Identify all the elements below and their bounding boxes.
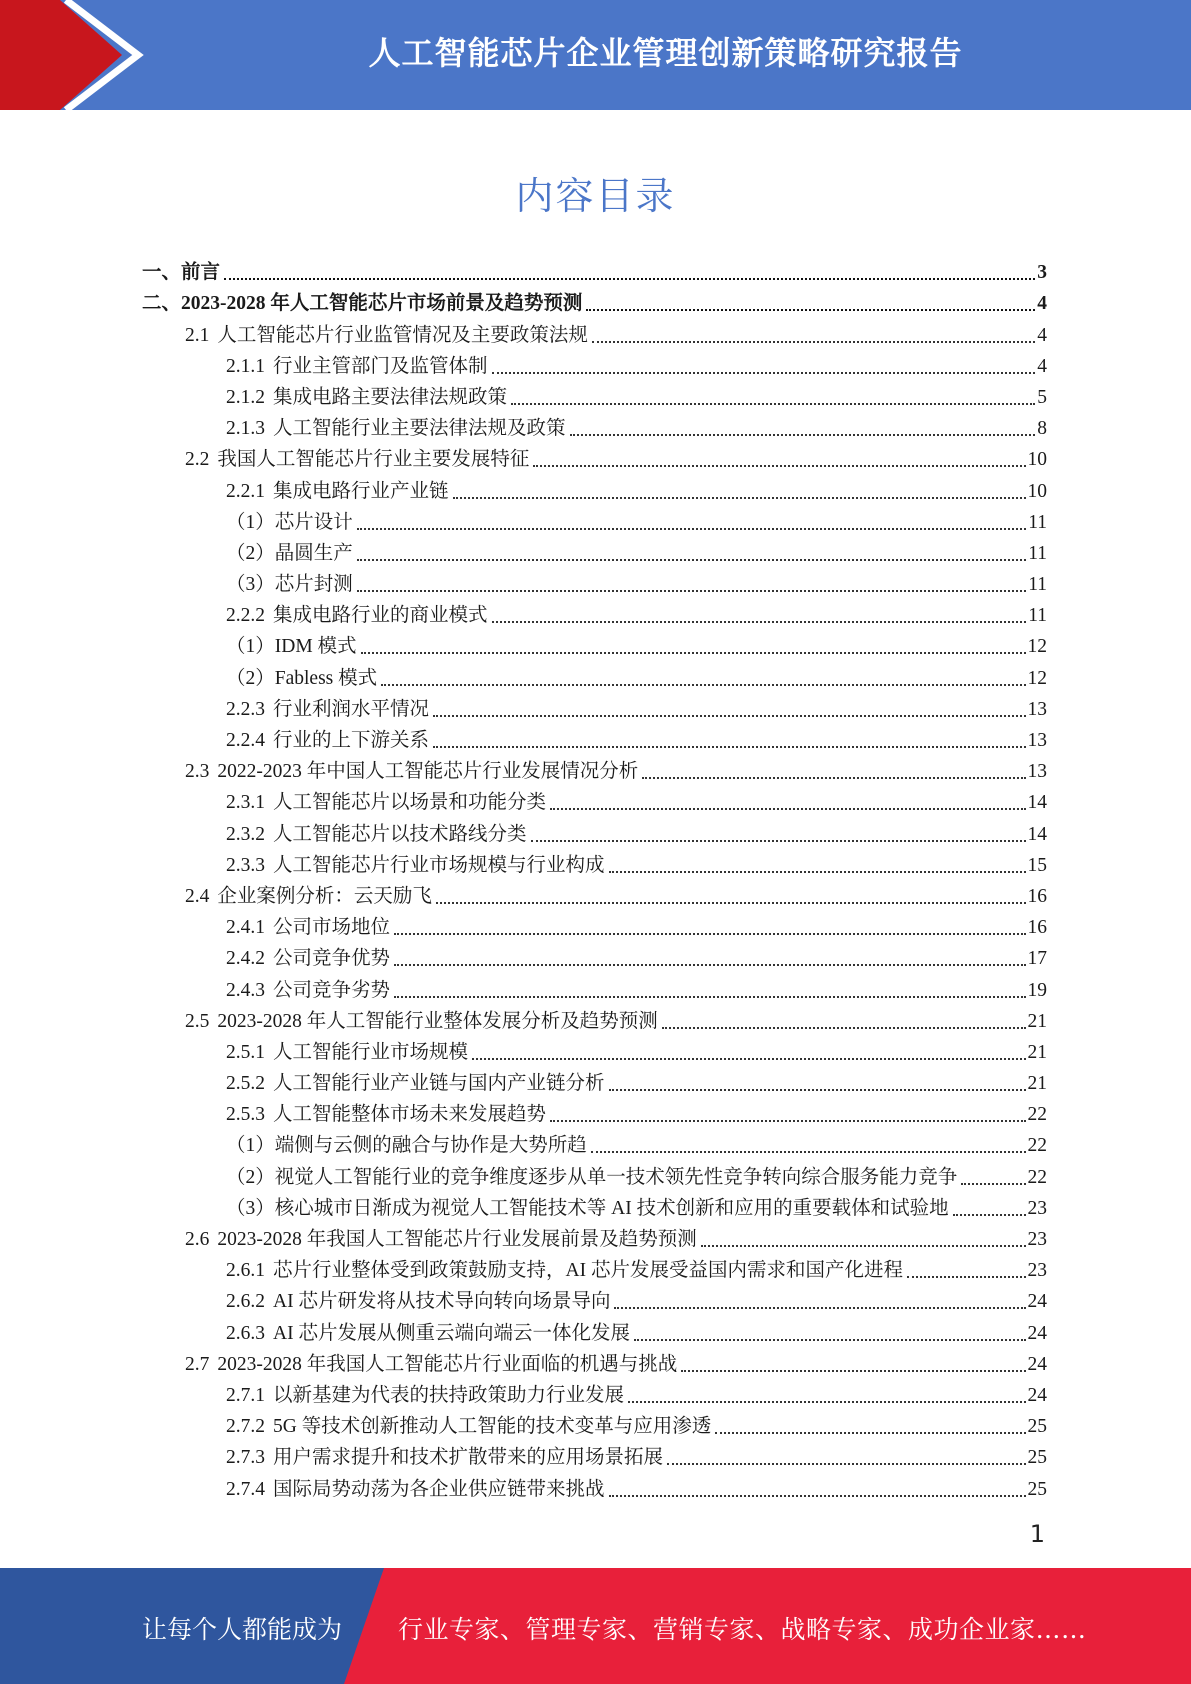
toc-heading: 内容目录 xyxy=(515,174,676,218)
toc-entry[interactable] xyxy=(142,1158,1047,1189)
toc-entry-number: （2） xyxy=(226,542,275,564)
toc-dot-leader xyxy=(628,1400,1025,1403)
toc-entry-title: 人工智能行业市场规模 xyxy=(273,1041,469,1063)
toc-entry[interactable] xyxy=(142,1439,1047,1470)
toc-entry[interactable] xyxy=(142,1127,1047,1158)
toc-entry-title: 国际局势动荡为各企业供应链带来挑战 xyxy=(273,1478,605,1500)
toc-entry-number: 一、 xyxy=(142,262,182,284)
toc-entry[interactable] xyxy=(142,1283,1047,1314)
toc-entry[interactable] xyxy=(142,909,1047,940)
page-number: 1 xyxy=(1029,1520,1045,1548)
toc-entry[interactable] xyxy=(142,878,1047,909)
page-header xyxy=(0,0,1191,110)
toc-entry[interactable] xyxy=(142,1096,1047,1127)
toc-dot-leader xyxy=(609,1494,1026,1497)
toc-entry-title: 公司竞争优势 xyxy=(273,948,391,970)
toc-dot-leader xyxy=(472,1057,1025,1060)
toc-entry-number: 2.6.1 xyxy=(226,1260,265,1282)
toc-entry-number: （3） xyxy=(226,574,275,596)
toc-entry-title: AI 芯片研发将从技术导向转向场景导向 xyxy=(273,1291,611,1313)
toc-entry-title: 2023-2028 年人工智能行业整体发展分析及趋势预测 xyxy=(217,1010,658,1032)
toc-entry-number: （1） xyxy=(226,1135,275,1157)
toc-entry-page: 22 xyxy=(1027,1166,1047,1188)
toc-entry-page: 23 xyxy=(1027,1197,1047,1219)
toc-entry-page: 13 xyxy=(1027,698,1047,720)
toc-dot-leader xyxy=(531,839,1026,842)
toc-entry-title: 集成电路主要法律法规政策 xyxy=(273,386,508,408)
toc-entry-page: 15 xyxy=(1027,854,1047,876)
report-title: 人工智能芯片企业管理创新策略研究报告 xyxy=(368,34,963,72)
toc-entry-number: 2.2.1 xyxy=(226,480,265,502)
toc-dot-leader xyxy=(357,558,1026,561)
toc-entry-title: 用户需求提升和技术扩散带来的应用场景拓展 xyxy=(273,1447,664,1469)
toc-entry-page: 25 xyxy=(1027,1478,1047,1500)
toc-entry[interactable] xyxy=(142,784,1047,815)
toc-entry-title: 企业案例分析：云天励飞 xyxy=(217,885,432,907)
toc-entry[interactable] xyxy=(142,1190,1047,1221)
footer-slogan-left: 让每个人都能成为 xyxy=(142,1615,343,1644)
toc-entry-number: 2.5.1 xyxy=(226,1041,265,1063)
toc-entry-title: 芯片行业整体受到政策鼓励支持，AI 芯片发展受益国内需求和国产化进程 xyxy=(273,1260,903,1282)
toc-entry-number: 2.4.3 xyxy=(226,979,265,1001)
toc-entry-number: 2.5.2 xyxy=(226,1073,265,1095)
toc-entry[interactable] xyxy=(142,1003,1047,1034)
toc-entry-page: 22 xyxy=(1027,1104,1047,1126)
toc-entry-title: 行业主管部门及监管体制 xyxy=(273,355,488,377)
toc-dot-leader xyxy=(224,277,1035,280)
toc-entry-title: 2023-2028 年我国人工智能芯片行业面临的机遇与挑战 xyxy=(217,1353,678,1375)
toc-entry-title: 核心城市日渐成为视觉人工智能技术等 AI 技术创新和应用的重要载体和试验地 xyxy=(274,1197,949,1219)
toc-entry[interactable] xyxy=(142,316,1047,347)
toc-entry[interactable] xyxy=(142,379,1047,410)
toc-entry-page: 14 xyxy=(1027,823,1047,845)
toc-entry-number: 2.3.1 xyxy=(226,792,265,814)
toc-entry-page: 24 xyxy=(1027,1322,1047,1344)
toc-entry-number: 2.2 xyxy=(185,449,210,471)
toc-entry-number: 2.7.2 xyxy=(226,1416,265,1438)
toc-dot-leader xyxy=(394,932,1025,935)
toc-entry[interactable] xyxy=(142,815,1047,846)
toc-dot-leader xyxy=(550,1119,1025,1122)
toc-entry-number: 2.1.1 xyxy=(226,355,265,377)
toc-entry-page: 5 xyxy=(1037,386,1047,408)
toc-entry[interactable] xyxy=(142,254,1047,285)
toc-entry-number: 2.5 xyxy=(185,1010,210,1032)
toc-dot-leader xyxy=(592,340,1035,343)
toc-entry-page: 16 xyxy=(1027,885,1047,907)
toc-entry-title: 人工智能芯片行业市场规模与行业构成 xyxy=(273,854,605,876)
toc-entry[interactable] xyxy=(142,659,1047,690)
toc-entry-page: 24 xyxy=(1027,1291,1047,1313)
toc-entry-page: 24 xyxy=(1027,1353,1047,1375)
toc-entry-page: 21 xyxy=(1027,1073,1047,1095)
toc-entry-number: 2.7.4 xyxy=(226,1478,265,1500)
toc-entry-number: 2.2.4 xyxy=(226,730,265,751)
toc-entry-page: 4 xyxy=(1037,355,1047,377)
toc-entry-page: 23 xyxy=(1027,1260,1047,1282)
toc-dot-leader xyxy=(394,995,1025,998)
toc-entry-page: 10 xyxy=(1027,480,1047,502)
toc-dot-leader xyxy=(642,776,1025,779)
toc-entry[interactable] xyxy=(142,971,1047,1002)
toc-entry-page: 19 xyxy=(1027,979,1047,1001)
toc-entry-number: （3） xyxy=(226,1197,275,1219)
toc-dot-leader xyxy=(662,1026,1026,1029)
toc-entry-page: 21 xyxy=(1027,1041,1047,1063)
toc-entry-page: 25 xyxy=(1027,1416,1047,1438)
toc-entry-number: 2.2.2 xyxy=(226,605,265,627)
toc-entry-title: 人工智能芯片行业监管情况及主要政策法规 xyxy=(217,324,588,346)
toc-entry-title: 2023-2028 年人工智能芯片市场前景及趋势预测 xyxy=(181,293,583,315)
toc-entry-page: 13 xyxy=(1027,730,1047,751)
toc-entry-title: 视觉人工智能行业的竞争维度逐步从单一技术领先性竞争转向综合服务能力竞争 xyxy=(274,1166,958,1188)
toc-entry-number: （2） xyxy=(226,1166,275,1188)
toc-entry[interactable] xyxy=(142,535,1047,566)
toc-entry-title: 前言 xyxy=(181,262,221,284)
toc-dot-leader xyxy=(715,1431,1025,1434)
toc-entry-page: 4 xyxy=(1037,293,1047,315)
toc-entry[interactable] xyxy=(142,753,1047,784)
toc-entry-title: 人工智能芯片以技术路线分类 xyxy=(273,823,527,845)
toc-dot-leader xyxy=(511,402,1035,405)
toc-dot-leader xyxy=(634,1338,1026,1341)
toc-entry-title: AI 芯片发展从侧重云端向端云一体化发展 xyxy=(273,1322,630,1344)
toc-entry-number: 2.4.2 xyxy=(226,948,265,970)
toc-entry[interactable] xyxy=(142,441,1047,472)
toc-entry-page: 13 xyxy=(1027,761,1047,783)
toc-entry[interactable] xyxy=(142,1034,1047,1065)
table-of-contents xyxy=(142,254,1047,1502)
toc-entry-title: 芯片设计 xyxy=(274,511,353,533)
toc-dot-leader xyxy=(492,620,1027,623)
toc-entry-number: （2） xyxy=(226,667,275,689)
toc-entry-title: 集成电路行业产业链 xyxy=(273,480,449,502)
toc-entry-page: 4 xyxy=(1037,324,1047,346)
toc-entry-title: 人工智能行业主要法律法规及政策 xyxy=(273,418,566,440)
footer-slogan-right: 行业专家、管理专家、营销专家、战略专家、成功企业家…… xyxy=(398,1615,1087,1644)
toc-entry-title: 集成电路行业的商业模式 xyxy=(273,605,488,627)
toc-entry-title: 端侧与云侧的融合与协作是大势所趋 xyxy=(274,1135,587,1157)
toc-dot-leader xyxy=(533,464,1025,467)
toc-entry-page: 12 xyxy=(1027,636,1047,658)
toc-dot-leader xyxy=(701,1244,1026,1247)
toc-entry-page: 23 xyxy=(1027,1229,1047,1250)
toc-entry[interactable] xyxy=(142,1377,1047,1408)
toc-entry-number: 2.3.3 xyxy=(226,854,265,876)
toc-entry-title: 人工智能整体市场未来发展趋势 xyxy=(273,1104,547,1126)
toc-dot-leader xyxy=(453,496,1026,499)
toc-entry[interactable] xyxy=(142,1346,1047,1377)
toc-entry-number: 2.3 xyxy=(185,761,210,783)
toc-entry[interactable] xyxy=(142,348,1047,379)
toc-entry-page: 10 xyxy=(1027,449,1047,471)
toc-entry-title: 公司竞争劣势 xyxy=(273,979,391,1001)
toc-entry-title: 2023-2028 年我国人工智能芯片行业发展前景及趋势预测 xyxy=(217,1229,697,1250)
toc-entry-number: 2.2.3 xyxy=(226,698,265,720)
toc-entry[interactable] xyxy=(142,472,1047,503)
toc-entry[interactable] xyxy=(142,1065,1047,1096)
toc-entry-page: 11 xyxy=(1028,511,1047,533)
page-footer xyxy=(0,1568,1191,1684)
toc-dot-leader xyxy=(361,651,1026,654)
toc-entry[interactable] xyxy=(142,285,1047,316)
toc-entry[interactable] xyxy=(142,1470,1047,1501)
toc-entry-number: 2.1.2 xyxy=(226,386,265,408)
toc-dot-leader xyxy=(433,714,1025,717)
toc-dot-leader xyxy=(433,745,1025,748)
toc-dot-leader xyxy=(436,901,1026,904)
toc-entry[interactable] xyxy=(142,628,1047,659)
toc-entry-page: 24 xyxy=(1027,1384,1047,1406)
toc-entry-page: 11 xyxy=(1028,605,1047,627)
toc-entry-number: 2.5.3 xyxy=(226,1104,265,1126)
toc-entry-title: Fabless 模式 xyxy=(274,667,378,689)
toc-dot-leader xyxy=(907,1275,1026,1278)
toc-entry-number: 2.3.2 xyxy=(226,823,265,845)
toc-entry-number: 二、 xyxy=(142,293,182,315)
toc-entry-title: 2022-2023 年中国人工智能芯片行业发展情况分析 xyxy=(217,761,639,783)
toc-dot-leader xyxy=(357,527,1026,530)
toc-dot-leader xyxy=(394,963,1025,966)
toc-entry-page: 11 xyxy=(1028,542,1047,564)
toc-dot-leader xyxy=(550,807,1025,810)
toc-entry-title: 以新基建为代表的扶持政策助力行业发展 xyxy=(273,1384,625,1406)
toc-entry[interactable] xyxy=(142,504,1047,535)
toc-entry-title: 行业的上下游关系 xyxy=(273,730,430,751)
toc-entry-number: 2.7.3 xyxy=(226,1447,265,1469)
toc-entry-page: 3 xyxy=(1037,262,1047,284)
toc-entry-title: 晶圆生产 xyxy=(274,542,353,564)
toc-entry[interactable] xyxy=(142,722,1047,753)
toc-entry-number: 2.4 xyxy=(185,885,210,907)
toc-entry[interactable] xyxy=(142,597,1047,628)
toc-entry[interactable] xyxy=(142,1408,1047,1439)
toc-dot-leader xyxy=(492,371,1036,374)
toc-entry-page: 21 xyxy=(1027,1010,1047,1032)
toc-entry[interactable] xyxy=(142,1314,1047,1345)
toc-entry-title: 芯片封测 xyxy=(274,574,353,596)
toc-entry-title: 公司市场地位 xyxy=(273,917,391,939)
toc-entry[interactable] xyxy=(142,410,1047,441)
toc-entry-number: 2.1.3 xyxy=(226,418,265,440)
toc-entry[interactable] xyxy=(142,940,1047,971)
toc-entry-number: 2.6.3 xyxy=(226,1322,265,1344)
toc-dot-leader xyxy=(586,308,1035,311)
toc-entry-page: 25 xyxy=(1027,1447,1047,1469)
toc-entry-page: 12 xyxy=(1027,667,1047,689)
toc-dot-leader xyxy=(609,1088,1026,1091)
toc-dot-leader xyxy=(357,589,1026,592)
toc-entry-number: （1） xyxy=(226,636,275,658)
toc-entry-title: 人工智能行业产业链与国内产业链分析 xyxy=(273,1073,605,1095)
toc-entry-page: 11 xyxy=(1028,574,1047,596)
toc-entry[interactable] xyxy=(142,566,1047,597)
toc-entry[interactable] xyxy=(142,1221,1047,1252)
toc-entry-number: 2.6 xyxy=(185,1229,210,1250)
toc-entry-number: 2.7 xyxy=(185,1353,210,1375)
toc-dot-leader xyxy=(570,433,1036,436)
toc-entry[interactable] xyxy=(142,691,1047,722)
toc-entry-title: 我国人工智能芯片行业主要发展特征 xyxy=(217,449,530,471)
toc-entry-title: 行业利润水平情况 xyxy=(273,698,430,720)
toc-dot-leader xyxy=(667,1462,1025,1465)
toc-dot-leader xyxy=(591,1150,1026,1153)
toc-entry-page: 16 xyxy=(1027,917,1047,939)
toc-entry-title: 人工智能芯片以场景和功能分类 xyxy=(273,792,547,814)
toc-entry[interactable] xyxy=(142,1252,1047,1283)
toc-entry-number: 2.7.1 xyxy=(226,1384,265,1406)
toc-entry-number: 2.6.2 xyxy=(226,1291,265,1313)
toc-entry-page: 22 xyxy=(1027,1135,1047,1157)
toc-entry-title: IDM 模式 xyxy=(274,636,357,658)
toc-entry-page: 17 xyxy=(1027,948,1047,970)
toc-dot-leader xyxy=(961,1182,1025,1185)
toc-entry-title: 5G 等技术创新推动人工智能的技术变革与应用渗透 xyxy=(273,1416,712,1438)
toc-dot-leader xyxy=(681,1369,1025,1372)
toc-entry-number: 2.4.1 xyxy=(226,917,265,939)
toc-dot-leader xyxy=(614,1306,1025,1309)
toc-entry[interactable] xyxy=(142,847,1047,878)
toc-entry-number: （1） xyxy=(226,511,275,533)
toc-dot-leader xyxy=(381,683,1025,686)
toc-dot-leader xyxy=(953,1213,1026,1216)
toc-dot-leader xyxy=(609,870,1026,873)
toc-entry-number: 2.1 xyxy=(185,324,210,346)
toc-entry-page: 14 xyxy=(1027,792,1047,814)
toc-entry-page: 8 xyxy=(1037,418,1047,440)
